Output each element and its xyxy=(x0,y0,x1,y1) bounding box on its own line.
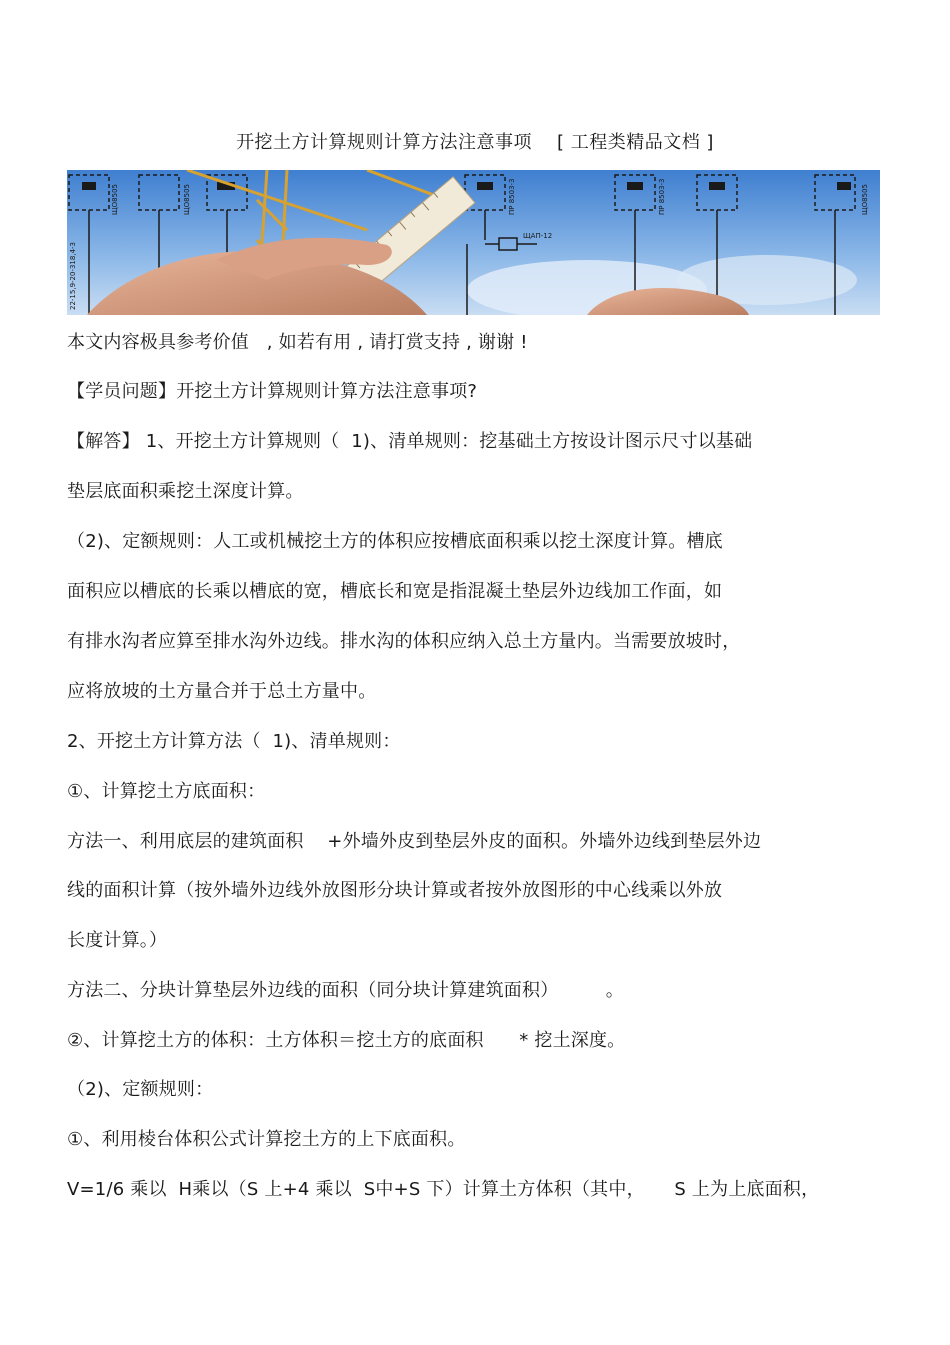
answer-line: 【解答】 1、开挖土方计算规则（ 1)、清单规则：挖基础土方按设计图示尺寸以基础 xyxy=(67,431,753,452)
body-line: （2)、定额规则： xyxy=(67,1079,214,1100)
banner-label-5: ПР 8503-3 xyxy=(658,178,666,215)
body-line: 2、开挖土方计算方法（ 1)、清单规则： xyxy=(67,731,401,752)
intro-line: 本文内容极具参考价值 , 如若有用 , 请打赏支持 , 谢谢 ! xyxy=(67,332,528,353)
body-line: 应将放坡的土方量合并于总土方量中。 xyxy=(67,681,377,702)
body-line: （2)、定额规则：人工或机械挖土方的体积应按槽底面积乘以挖土深度计算。槽底 xyxy=(67,531,723,552)
body-line: V=1/6 乘以 H乘以（S 上+4 乘以 S中+S 下）计算土方体积（其中， S 上为上底面积， xyxy=(67,1179,820,1200)
body-line: 方法二、分块计算垫层外边线的面积（同分块计算建筑面积） 。 xyxy=(67,980,624,1001)
body-line: 面积应以槽底的长乘以槽底的宽，槽底长和宽是指混凝土垫层外边线加工作面，如 xyxy=(67,581,723,602)
body-line: 有排水沟者应算至排水沟外边线。排水沟的体积应纳入总土方量内。当需要放坡时， xyxy=(67,631,741,652)
question-line: 【学员问题】开挖土方计算规则计算方法注意事项? xyxy=(67,381,478,402)
banner-image xyxy=(67,170,880,315)
body-line: 方法一、利用底层的建筑面积 +外墙外皮到垫层外皮的面积。外墙外边线到垫层外边 xyxy=(67,831,762,852)
document-title: 开挖土方计算规则计算方法注意事项 [ 工程类精品文档 ] xyxy=(236,132,714,153)
body-line: ②、计算挖土方的体积：土方体积＝挖土方的底面积 * 挖土深度。 xyxy=(67,1030,626,1051)
body-line: 长度计算。） xyxy=(67,930,168,951)
banner-label-4: ЩАП-12 xyxy=(523,232,553,240)
svg-text:22-15,9-20-318,4-3: 22-15,9-20-318,4-3 xyxy=(69,242,77,310)
body-line: ①、计算挖土方底面积： xyxy=(67,781,266,802)
banner-label-1: ЩО8505 xyxy=(111,184,119,215)
body-line: ①、利用棱台体积公式计算挖土方的上下底面积。 xyxy=(67,1129,466,1150)
banner-label-6: ЩО8505 xyxy=(861,184,869,215)
body-line: 线的面积计算（按外墙外边线外放图形分块计算或者按外放图形的中心线乘以外放 xyxy=(67,880,723,901)
banner-label-2: ЩО8505 xyxy=(183,184,191,215)
banner-label-3: ПР 8503-3 xyxy=(508,178,516,215)
body-line: 垫层底面积乘挖土深度计算。 xyxy=(67,481,304,502)
